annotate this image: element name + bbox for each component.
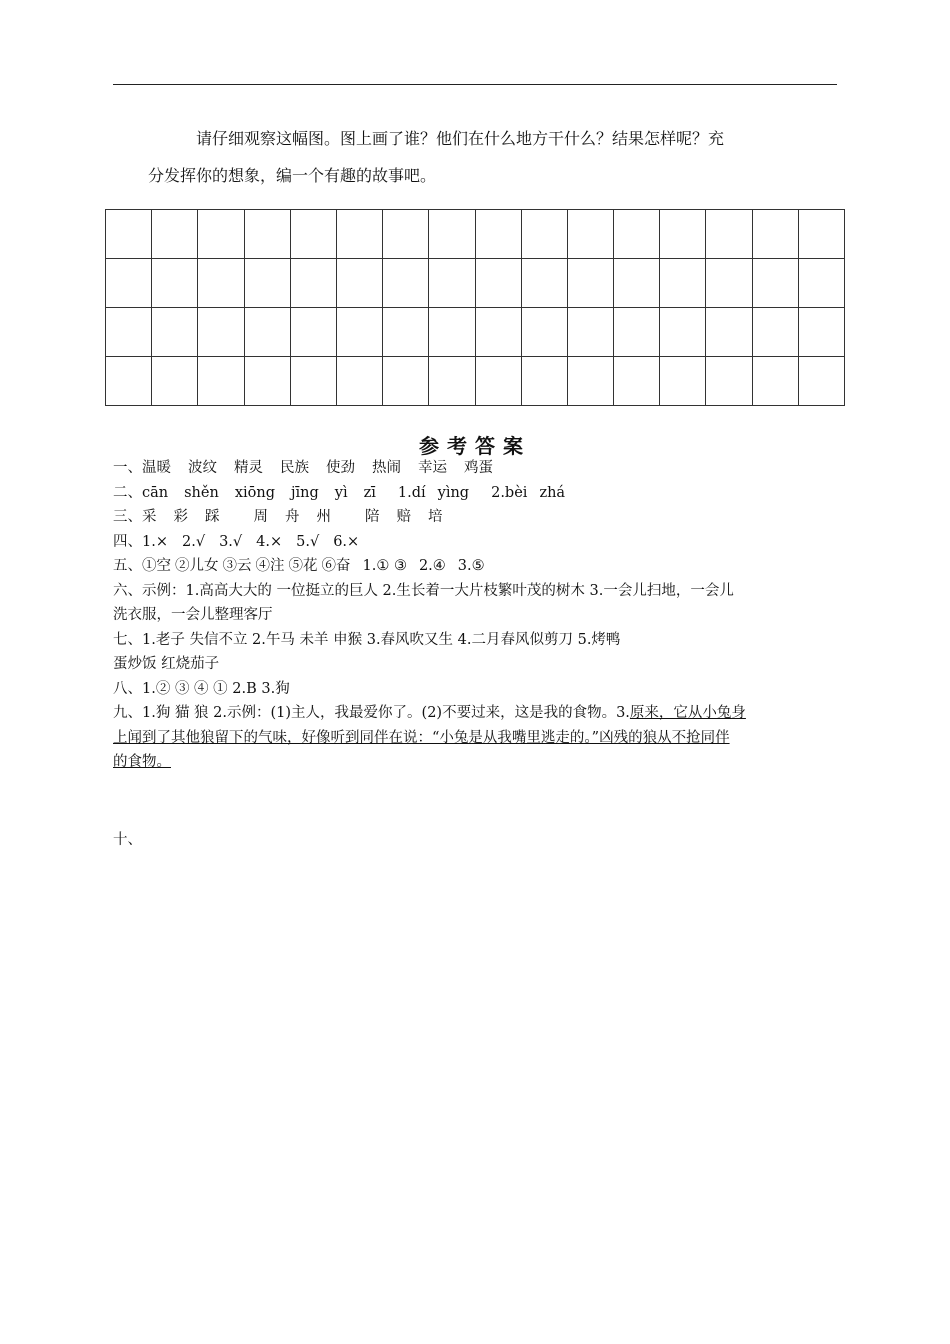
grid-cell — [244, 210, 290, 259]
grid-row — [106, 210, 845, 259]
answer-5-a3: 3.⑤ — [457, 558, 485, 574]
grid-cell — [567, 308, 613, 357]
answer-9-underlined-3: 的食物。 — [113, 754, 171, 770]
grid-cell — [706, 259, 752, 308]
answer-item: 幸运 — [418, 460, 447, 476]
grid-cell — [567, 259, 613, 308]
grid-cell — [336, 357, 382, 406]
answer-9-underlined-1: 原来，它从小兔身 — [629, 705, 746, 721]
grid-row — [106, 259, 845, 308]
answer-4-items — [142, 534, 359, 550]
header-rule — [113, 84, 837, 85]
answer-6-line-1: 示例：1.高高大大的 一位挺立的巨人 2.生长着一大片枝繁叶茂的树木 3.一会儿扫地，一会儿 — [142, 582, 734, 599]
answer-item: 舟 — [285, 509, 300, 525]
grid-cell — [706, 308, 752, 357]
answer-1-words — [142, 460, 493, 476]
grid-cell — [429, 357, 475, 406]
answer-item: cān — [142, 484, 169, 501]
grid-cell — [706, 357, 752, 406]
answer-item: 民族 — [280, 460, 309, 476]
grid-cell — [198, 357, 244, 406]
grid-cell — [152, 210, 198, 259]
grid-cell — [383, 308, 429, 357]
grid-cell — [798, 357, 844, 406]
answer-item: 精灵 — [234, 460, 263, 476]
grid-cell — [106, 259, 152, 308]
grid-cell — [475, 308, 521, 357]
answer-5-a1: 1.① ③ — [362, 558, 407, 574]
grid-cell — [614, 357, 660, 406]
answer-item: ⑥奋 — [321, 558, 351, 574]
answer-item: 陪 — [365, 509, 380, 525]
answer-label: 六、 — [113, 582, 142, 599]
grid-row — [106, 357, 845, 406]
prompt-line-1: 请仔细观察这幅图。图上画了谁？他们在什么地方干什么？结果怎样呢？充 — [196, 129, 725, 148]
answer-item: zī — [363, 484, 376, 501]
answer-2-pinyin — [142, 485, 376, 501]
grid-cell — [290, 210, 336, 259]
grid-cell — [106, 357, 152, 406]
answer-item: 踩 — [205, 509, 220, 525]
answer-item: 3.√ — [219, 533, 243, 550]
answer-item: 周 — [253, 509, 268, 525]
grid-cell — [198, 308, 244, 357]
answer-6-cont: 洗衣服，一会儿整理客厅 — [113, 607, 273, 623]
grid-cell — [475, 259, 521, 308]
grid-cell — [290, 308, 336, 357]
grid-cell — [429, 308, 475, 357]
grid-cell — [614, 259, 660, 308]
grid-cell — [521, 259, 567, 308]
answer-label: 四、 — [113, 533, 142, 550]
grid-cell — [152, 357, 198, 406]
answer-2-p1: 1.dí — [397, 484, 426, 501]
prompt-line-2: 分发挥你的想象，编一个有趣的故事吧。 — [148, 166, 437, 185]
answer-label: 五、 — [113, 558, 142, 574]
answer-item: 彩 — [173, 509, 188, 525]
answer-1 — [113, 456, 839, 481]
answer-9 — [113, 701, 839, 726]
answer-item: 培 — [428, 509, 443, 525]
grid-cell — [383, 210, 429, 259]
grid-cell — [336, 308, 382, 357]
answer-10: 十、 — [113, 832, 142, 848]
grid-cell — [521, 210, 567, 259]
answer-item: ⑤花 — [288, 558, 318, 574]
grid-cell — [798, 259, 844, 308]
grid-cell — [752, 357, 798, 406]
answer-label: 一、 — [113, 460, 142, 476]
answer-label: 三、 — [113, 509, 142, 525]
answer-2-p2: 2.bèi — [491, 484, 528, 501]
answer-2-p2b: zhá — [539, 484, 566, 501]
answer-item: ①空 — [142, 558, 171, 574]
writing-prompt — [113, 120, 839, 194]
grid-cell — [706, 210, 752, 259]
answer-label: 八、 — [113, 680, 142, 697]
grid-cell — [567, 210, 613, 259]
answer-5-a2: 2.④ — [418, 558, 446, 574]
grid-cell — [798, 210, 844, 259]
grid-cell — [106, 308, 152, 357]
answer-item: 采 — [142, 509, 157, 525]
answer-item: 赔 — [396, 509, 411, 525]
answer-4 — [113, 530, 839, 555]
answer-7-cont: 蛋炒饭 红烧茄子 — [113, 656, 220, 672]
grid-cell — [152, 308, 198, 357]
answer-item: 4.× — [256, 533, 283, 550]
answer-8-text: 1.② ③ ④ ① 2.B 3.狗 — [142, 680, 290, 697]
answer-item: 6.× — [333, 533, 360, 550]
grid-cell — [752, 210, 798, 259]
grid-cell — [429, 259, 475, 308]
answer-item: shěn — [184, 484, 219, 501]
answer-3 — [113, 505, 839, 530]
grid-cell — [521, 357, 567, 406]
grid-cell — [660, 357, 706, 406]
answer-2 — [113, 481, 839, 506]
grid-cell — [475, 357, 521, 406]
answer-item: 2.√ — [181, 533, 206, 550]
grid-cell — [106, 210, 152, 259]
grid-cell — [244, 308, 290, 357]
answer-6 — [113, 579, 839, 604]
answer-9-underlined-2: 上闻到了其他狼留下的气味，好像听到同伴在说：“小兔是从我嘴里逃走的。”凶残的狼从不抢同伴 — [113, 729, 730, 746]
answer-title: 参考答案 — [419, 434, 531, 458]
grid-cell — [660, 259, 706, 308]
answer-5 — [113, 554, 839, 579]
answer-9-text: 1.狗 猫 狼 2.示例：(1)主人，我最爱你了。(2)不要过来，这是我的食物。3. — [142, 705, 630, 721]
grid-cell — [660, 308, 706, 357]
grid-cell — [244, 357, 290, 406]
answer-3-groups — [142, 509, 443, 525]
writing-grid — [105, 209, 845, 406]
grid-cell — [336, 259, 382, 308]
answer-key — [113, 456, 839, 775]
answer-item: 州 — [316, 509, 331, 525]
grid-cell — [429, 210, 475, 259]
grid-cell — [290, 259, 336, 308]
grid-cell — [752, 308, 798, 357]
answer-item: xiōng — [234, 484, 275, 501]
answer-5-items — [142, 558, 351, 574]
grid-cell — [383, 357, 429, 406]
grid-cell — [290, 357, 336, 406]
grid-cell — [244, 259, 290, 308]
answer-item: jīng — [290, 484, 319, 501]
grid-cell — [614, 210, 660, 259]
grid-cell — [752, 259, 798, 308]
grid-cell — [198, 210, 244, 259]
answer-item: 热闹 — [372, 460, 401, 476]
grid-cell — [798, 308, 844, 357]
grid-cell — [336, 210, 382, 259]
answer-item: 1.× — [142, 533, 168, 550]
grid-cell — [475, 210, 521, 259]
answer-item: yì — [334, 484, 348, 501]
answer-item: 使劲 — [326, 460, 355, 476]
answer-7 — [113, 628, 839, 653]
answer-item: ④注 — [255, 558, 285, 574]
grid-cell — [521, 308, 567, 357]
grid-cell — [383, 259, 429, 308]
answer-8 — [113, 677, 839, 702]
grid-cell — [152, 259, 198, 308]
answer-item: 鸡蛋 — [464, 460, 493, 476]
answer-item: ②儿女 — [175, 558, 219, 574]
answer-label: 二、 — [113, 484, 142, 501]
grid-cell — [660, 210, 706, 259]
grid-cell — [614, 308, 660, 357]
answer-item: 温暖 — [142, 460, 171, 476]
answer-2-p1b: yìng — [437, 484, 470, 501]
grid-row — [106, 308, 845, 357]
answer-item: 5.√ — [296, 533, 320, 550]
grid-cell — [567, 357, 613, 406]
answer-7-line-1: 1.老子 失信不立 2.午马 未羊 申猴 3.春风吹又生 4.二月春风似剪刀 5.烤鸭 — [142, 631, 621, 648]
answer-label: 九、 — [113, 705, 142, 721]
answer-item: ③云 — [222, 558, 252, 574]
grid-cell — [198, 259, 244, 308]
answer-item: 波纹 — [188, 460, 217, 476]
answer-label: 七、 — [113, 631, 142, 648]
